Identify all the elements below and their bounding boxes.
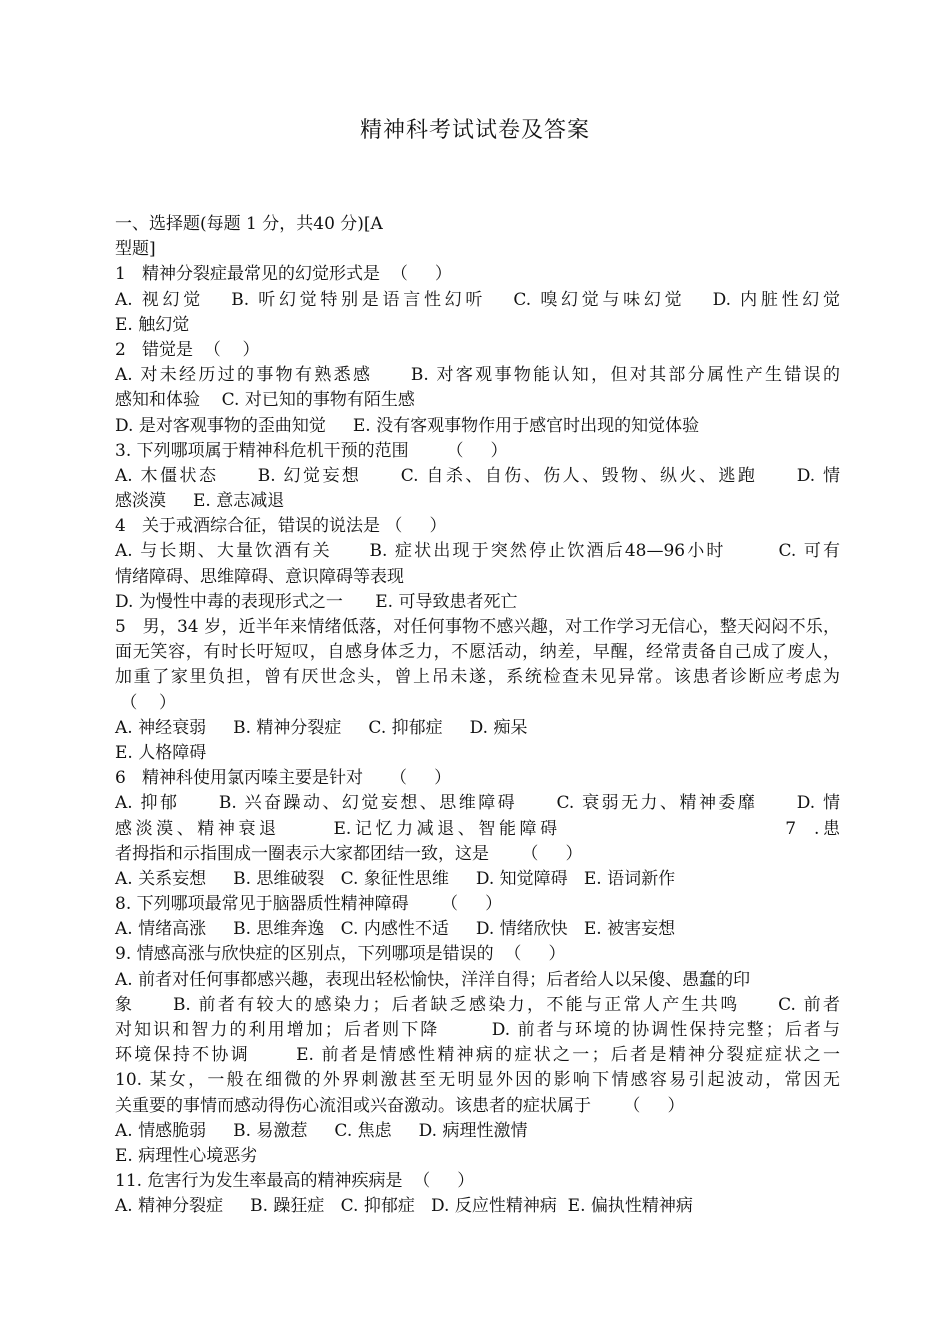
document-body: [115, 212, 840, 1220]
text-line: 3. 下列哪项属于精神科危机干预的范围 （ ）: [115, 440, 508, 461]
text-line: 11. 危害行为发生率最高的精神疾病是 （ ）: [115, 1171, 475, 1192]
text-line: 者拇指和示指围成一圈表示大家都团结一致，这是 （ ）: [115, 843, 583, 864]
text-line: A. 前者对任何事都感兴趣，表现出轻松愉快，洋洋自得；后者给人以呆傻、愚蠢的印: [115, 969, 751, 990]
text-line: 感淡漠 E. 意志减退: [115, 491, 285, 512]
text-line: A. 精神分裂症 B. 躁狂症 C. 抑郁症 D. 反应性精神病 E. 偏执性精神病: [115, 1196, 693, 1217]
text-line: A. 关系妄想 B. 思维破裂 C. 象征性思维 D. 知觉障碍 E. 语词新作: [115, 868, 676, 889]
text-line: A. 情绪高涨 B. 思维奔逸 C. 内感性不适 D. 情绪欣快 E. 被害妄想: [115, 919, 676, 940]
text-line: A. 抑郁 B. 兴奋躁动、幻觉妄想、思维障碍 C. 衰弱无力、精神委靡 D. 情: [115, 793, 840, 814]
text-line: 面无笑容，有时长吁短叹，自感身体乏力，不愿活动，纳差，早醒，经常责备自己成了废人，: [115, 642, 840, 663]
text-line: 4 关于戒酒综合征，错误的说法是 （ ）: [115, 516, 447, 537]
document-title: 精神科考试试卷及答案: [359, 118, 590, 143]
text-line: 对知识和智力的利用增加；后者则下降 D. 前者与环境的协调性保持完整；后者与: [115, 1020, 840, 1040]
text-line: 环境保持不协调 E. 前者是情感性精神病的症状之一；后者是精神分裂症症状之一: [115, 1045, 840, 1066]
text-line: 感知和体验 C. 对已知的事物有陌生感: [115, 390, 415, 411]
text-line: （ ）: [115, 692, 177, 713]
text-line: D. 是对客观事物的歪曲知觉 E. 没有客观事物作用于感官时出现的知觉体验: [115, 415, 700, 436]
text-line: 2 错觉是 （ ）: [115, 339, 260, 360]
text-line: A. 神经衰弱 B. 精神分裂症 C. 抑郁症 D. 痴呆: [115, 717, 528, 738]
text-line: 一、选择题(每题 1 分，共40 分)[A: [115, 214, 383, 234]
text-line: 象 B. 前者有较大的感染力；后者缺乏感染力，不能与正常人产生共鸣 C. 前者: [115, 994, 840, 1015]
text-line: 9. 情感高涨与欣快症的区别点，下列哪项是错误的 （ ）: [115, 944, 566, 965]
text-line: 感淡漠、精神衰退 E.记忆力减退、智能障碍 7 .患: [115, 818, 840, 839]
text-line: 型题]: [115, 239, 156, 260]
text-line: A. 情感脆弱 B. 易激惹 C. 焦虑 D. 病理性激情: [115, 1120, 528, 1141]
text-line: 关重要的事情而感动得伤心流泪或兴奋激动。该患者的症状属于 （ ）: [115, 1095, 685, 1116]
text-line: A. 视幻觉 B. 听幻觉特别是语言性幻听 C. 嗅幻觉与味幻觉 D. 内脏性幻觉: [115, 289, 840, 310]
text-line: A. 与长期、大量饮酒有关 B. 症状出现于突然停止饮酒后48—96小时 C. 可有: [115, 541, 840, 562]
text-line: E. 触幻觉: [115, 314, 190, 335]
text-line: A. 木僵状态 B. 幻觉妄想 C. 自杀、自伤、伤人、毁物、纵火、逃跑 D. 情: [115, 465, 840, 486]
text-line: E. 病理性心境恶劣: [115, 1145, 258, 1166]
text-line: E. 人格障碍: [115, 742, 207, 763]
text-line: A. 对未经历过的事物有熟悉感 B. 对客观事物能认知，但对其部分属性产生错误的: [115, 365, 840, 386]
text-line: 情绪障碍、思维障碍、意识障碍等表现: [115, 566, 404, 587]
text-line: 8. 下列哪项最常见于脑器质性精神障碍 （ ）: [115, 894, 503, 915]
text-line: 10. 某女，一般在细微的外界刺激甚至无明显外因的影响下情感容易引起波动，常因无: [115, 1070, 840, 1091]
text-line: 5 男，34 岁，近半年来情绪低落，对任何事物不感兴趣，对工作学习无信心，整天闷闷不乐，: [115, 617, 840, 637]
text-line: 6 精神科使用氯丙嗪主要是针对 （ ）: [115, 768, 452, 789]
text-line: 1 精神分裂症最常见的幻觉形式是 （ ）: [115, 264, 452, 285]
text-line: D. 为慢性中毒的表现形式之一 E. 可导致患者死亡: [115, 591, 518, 612]
text-line: 加重了家里负担，曾有厌世念头，曾上吊未遂，系统检查未见异常。该患者诊断应考虑为: [115, 667, 840, 688]
